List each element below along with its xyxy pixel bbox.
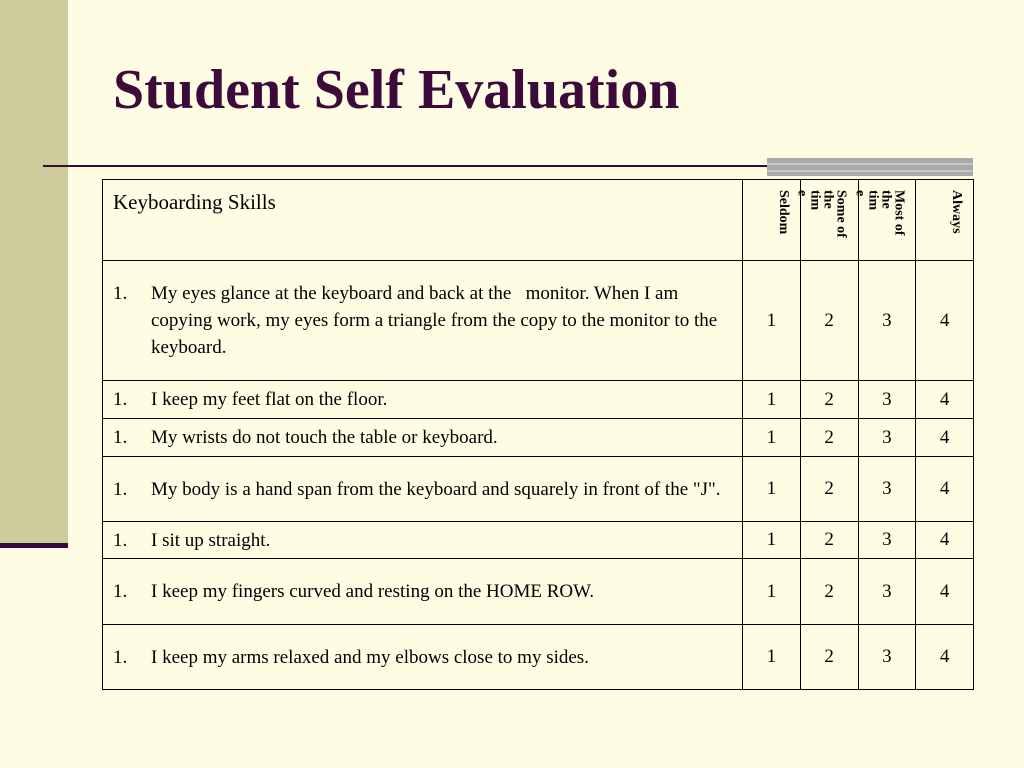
rating-most-of-the-time[interactable]: 3 [858, 457, 916, 522]
rating-some-of-the-time[interactable]: 2 [800, 522, 858, 559]
rating-most-of-the-time[interactable]: 3 [858, 625, 916, 690]
item-cell [103, 261, 743, 381]
header-some-of-the-time [794, 180, 858, 261]
rating-always[interactable]: 4 [916, 381, 974, 419]
rating-seldom[interactable]: 1 [743, 625, 801, 690]
rating-always[interactable]: 4 [916, 522, 974, 559]
table-row [103, 559, 974, 625]
rating-always[interactable]: 4 [916, 625, 974, 690]
header-always-label: Always [949, 190, 964, 234]
decorative-grey-bar [767, 158, 973, 176]
rating-some-of-the-time[interactable]: 2 [800, 457, 858, 522]
rating-most-of-the-time[interactable]: 3 [858, 559, 916, 625]
rating-seldom[interactable]: 1 [743, 419, 801, 457]
rating-some-of-the-time[interactable]: 2 [800, 419, 858, 457]
rating-always[interactable]: 4 [916, 261, 974, 381]
rating-some-of-the-time[interactable]: 2 [800, 625, 858, 690]
rating-most-of-the-time[interactable]: 3 [858, 261, 916, 381]
rating-always[interactable]: 4 [916, 457, 974, 522]
item-text: I sit up straight. [151, 529, 271, 551]
item-number: 1. [113, 581, 128, 602]
self-evaluation-table [102, 179, 974, 690]
item-cell [103, 522, 743, 559]
header-seldom [743, 180, 801, 261]
rating-some-of-the-time[interactable]: 2 [800, 261, 858, 381]
item-cell [103, 457, 743, 522]
item-number: 1. [113, 646, 128, 668]
rating-always[interactable]: 4 [916, 419, 974, 457]
item-number: 1. [113, 478, 128, 500]
item-cell [103, 419, 743, 457]
rating-seldom[interactable]: 1 [743, 522, 801, 559]
item-text: My wrists do not touch the table or keyboard. [151, 427, 498, 448]
rating-seldom[interactable]: 1 [743, 559, 801, 625]
slide-title: Student Self Evaluation [113, 59, 680, 121]
item-cell [103, 625, 743, 690]
header-seldom-label: Seldom [775, 190, 791, 235]
rating-some-of-the-time[interactable]: 2 [800, 381, 858, 419]
rating-seldom[interactable]: 1 [743, 381, 801, 419]
table-row [103, 457, 974, 522]
table-row [103, 261, 974, 381]
item-number: 1. [113, 283, 128, 304]
item-number: 1. [113, 427, 128, 448]
header-keyboarding-skills: Keyboarding Skills [103, 180, 743, 261]
item-number: 1. [113, 389, 128, 410]
table-row [103, 419, 974, 457]
header-most-of-the-time-label: Most of the tim e [852, 190, 907, 236]
rating-some-of-the-time[interactable]: 2 [800, 559, 858, 625]
rating-most-of-the-time[interactable]: 3 [858, 419, 916, 457]
item-text: I keep my arms relaxed and my elbows close to my sides. [151, 646, 589, 668]
rating-most-of-the-time[interactable]: 3 [858, 522, 916, 559]
item-cell [103, 559, 743, 625]
header-most-of-the-time [852, 180, 916, 261]
item-text: I keep my fingers curved and resting on the HOME ROW. [151, 581, 595, 602]
item-text: I keep my feet flat on the floor. [151, 389, 388, 410]
header-always [916, 180, 974, 261]
item-number: 1. [113, 529, 128, 551]
table-header-row [103, 180, 974, 261]
item-text: My eyes glance at the keyboard and back at the monitor. When I am copying work, my eyes form a triangle from the copy to the monitor to the keyboard. [151, 283, 722, 358]
item-cell [103, 381, 743, 419]
table-row [103, 381, 974, 419]
rating-seldom[interactable]: 1 [743, 261, 801, 381]
table-row [103, 522, 974, 559]
left-accent-underline [0, 543, 68, 548]
header-some-of-the-time-label: Some of the tim e [794, 190, 849, 238]
left-accent-band [0, 0, 68, 546]
rating-always[interactable]: 4 [916, 559, 974, 625]
rating-seldom[interactable]: 1 [743, 457, 801, 522]
item-text: My body is a hand span from the keyboard and squarely in front of the "J". [151, 478, 721, 500]
table-row [103, 625, 974, 690]
rating-most-of-the-time[interactable]: 3 [858, 381, 916, 419]
